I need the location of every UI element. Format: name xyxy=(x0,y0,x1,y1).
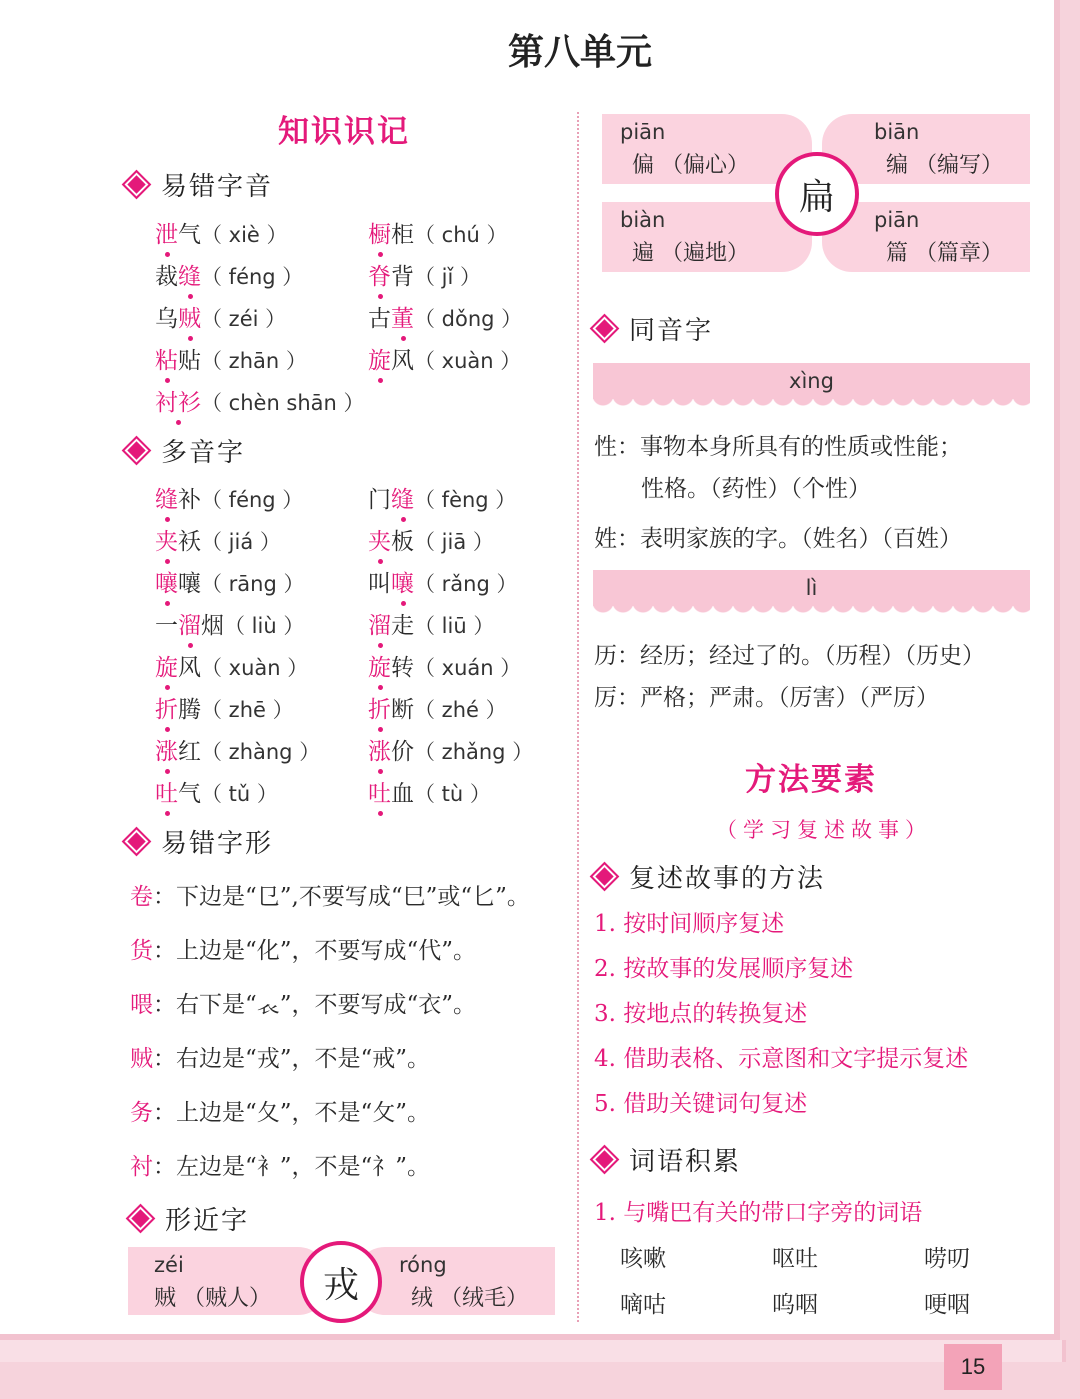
highlight-char: 涨 xyxy=(155,739,178,765)
diamond-icon xyxy=(592,1147,616,1171)
subheading-xingjinzi xyxy=(132,1200,249,1237)
highlight-char: 嚷 xyxy=(391,571,414,597)
highlight-char: 泄 xyxy=(155,222,178,248)
highlight-char: 溜 xyxy=(178,613,201,639)
pinyin: （ dǒng ） xyxy=(414,307,523,331)
pinyin: （ jiā ） xyxy=(414,530,494,554)
zixing-text: ：右下是“𧘇”，不要写成“衣”。 xyxy=(153,992,477,1018)
word-suffix: 嚷 xyxy=(178,571,201,597)
subheading-label: 复述故事的方法 xyxy=(629,864,826,894)
pinyin: piān xyxy=(620,120,666,144)
word-pair: 偏 （偏心） xyxy=(632,153,749,178)
pinyin: （ liù ） xyxy=(224,614,305,638)
key-char: 贼 xyxy=(130,1046,153,1072)
duoyinzi-item xyxy=(155,607,304,640)
zixing-text: ：左边是“衤”，不是“礻”。 xyxy=(153,1154,431,1180)
page-number: 15 xyxy=(944,1344,1002,1390)
duoyinzi-item xyxy=(368,733,533,766)
diamond-icon xyxy=(592,316,616,340)
duoyinzi-item xyxy=(368,649,521,682)
yicuo_ziyin-item xyxy=(155,216,288,249)
pinyin: （ xuàn ） xyxy=(414,349,522,373)
page-edge-lower xyxy=(0,1362,1072,1399)
pinyin: （ jǐ ） xyxy=(414,265,482,289)
yicuo_ziyin-item xyxy=(155,258,303,291)
key-char: 喂 xyxy=(130,992,153,1018)
zixing-text: ：上边是“夂”，不是“攵”。 xyxy=(153,1100,431,1126)
method-item: 1. 按时间顺序复述 xyxy=(594,911,785,937)
subheading-yicuo-zixing xyxy=(128,823,273,860)
yicuo_ziyin-item xyxy=(155,300,286,333)
word-prefix: 裁 xyxy=(155,264,178,290)
duoyinzi-item xyxy=(155,775,278,808)
method-item: 5. 借助关键词句复述 xyxy=(594,1091,808,1117)
word-suffix: 气 xyxy=(178,781,201,807)
tongyin-banner-li: lì xyxy=(593,570,1030,606)
pinyin: （ liū ） xyxy=(414,614,495,638)
pinyin: （ xiè ） xyxy=(201,223,288,247)
highlight-char: 折 xyxy=(155,697,178,723)
pinyin: zéi xyxy=(154,1253,184,1277)
highlight-char: 旋 xyxy=(368,348,391,374)
highlight-char: 董 xyxy=(391,306,414,332)
pinyin: （ zhé ） xyxy=(414,698,507,722)
method-note: （学习复述故事） xyxy=(716,818,932,842)
diamond-icon xyxy=(592,864,616,888)
highlight-char: 贼 xyxy=(178,306,201,332)
zixing-item xyxy=(130,932,476,965)
word-suffix: 补 xyxy=(178,487,201,513)
subheading-label: 形近字 xyxy=(165,1206,250,1236)
duoyinzi-item xyxy=(368,565,518,598)
highlight-char: 衬衫 xyxy=(155,390,201,416)
ciyu-word: 咳嗽 xyxy=(620,1246,666,1272)
yicuo_ziyin-item xyxy=(155,342,307,375)
pinyin: （ tǔ ） xyxy=(201,782,278,806)
ciyu-word: 嘀咕 xyxy=(620,1292,666,1318)
highlight-char: 旋 xyxy=(368,655,391,681)
yicuo_ziyin-item xyxy=(155,384,365,417)
word-suffix: 风 xyxy=(178,655,201,681)
zixing-item xyxy=(130,1094,430,1127)
pinyin: （ rǎng ） xyxy=(414,572,518,596)
ciyu-word: 呕吐 xyxy=(772,1246,818,1272)
definition-line: 姓：表明家族的字。（姓名）（百姓） xyxy=(594,526,962,552)
ciyu-word: 唠叨 xyxy=(924,1246,970,1272)
pinyin: （ xuán ） xyxy=(414,656,522,680)
pinyin: piān xyxy=(874,208,920,232)
highlight-char: 缝 xyxy=(391,487,414,513)
word-pair: 绒 （绒毛） xyxy=(411,1286,528,1311)
knowledge-title: 知识识记 xyxy=(278,114,410,150)
duoyinzi-item xyxy=(155,649,308,682)
highlight-char: 脊 xyxy=(368,264,391,290)
subheading-label: 词语积累 xyxy=(629,1147,742,1177)
yicuo_ziyin-item xyxy=(368,300,522,333)
highlight-char: 缝 xyxy=(155,487,178,513)
word-suffix: 转 xyxy=(391,655,414,681)
pinyin: （ féng ） xyxy=(201,488,304,512)
word-suffix: 柜 xyxy=(391,222,414,248)
yicuo_ziyin-item xyxy=(368,216,508,249)
duoyinzi-item xyxy=(368,481,516,514)
zixing-text: ：右边是“戎”，不是“戒”。 xyxy=(153,1046,431,1072)
duoyinzi-item xyxy=(155,565,305,598)
definition-line: 性：事物本身所具有的性质或性能； xyxy=(594,434,962,460)
highlight-char: 粘 xyxy=(155,348,178,374)
word-suffix: 袄 xyxy=(178,529,201,555)
subheading-label: 多音字 xyxy=(161,438,246,468)
pinyin: （ zhàng ） xyxy=(201,740,321,764)
method-item: 4. 借助表格、示意图和文字提示复述 xyxy=(594,1046,969,1072)
key-char: 货 xyxy=(130,938,153,964)
key-char: 衬 xyxy=(130,1154,153,1180)
word-prefix: 古 xyxy=(368,306,391,332)
duoyinzi-item xyxy=(155,691,294,724)
word-pair: 篇 （篇章） xyxy=(886,241,1003,266)
word-prefix: 乌 xyxy=(155,306,178,332)
highlight-char: 夹 xyxy=(368,529,391,555)
pinyin: （ féng ） xyxy=(201,265,304,289)
ciyu-word: 哽咽 xyxy=(924,1292,970,1318)
definition-line: 性格。（药性）（个性） xyxy=(641,476,871,502)
word-suffix: 背 xyxy=(391,264,414,290)
word-suffix: 价 xyxy=(391,739,414,765)
subheading-ciyu xyxy=(596,1141,741,1178)
column-divider xyxy=(577,112,579,1322)
word-suffix: 血 xyxy=(391,781,414,807)
method-item: 2. 按故事的发展顺序复述 xyxy=(594,956,854,982)
word-pair: 遍 （遍地） xyxy=(632,241,749,266)
highlight-char: 吐 xyxy=(155,781,178,807)
duoyinzi-item xyxy=(368,523,494,556)
word-suffix: 走 xyxy=(391,613,414,639)
pinyin: （ chèn shān ） xyxy=(201,391,365,415)
xingjinzi-center-char: 戎 xyxy=(300,1241,382,1323)
word-suffix: 断 xyxy=(391,697,414,723)
word-suffix: 风 xyxy=(391,348,414,374)
zixing-item xyxy=(130,986,476,1019)
pinyin: biān xyxy=(874,120,920,144)
pinyin: （ zéi ） xyxy=(201,307,287,331)
word-suffix: 红 xyxy=(178,739,201,765)
highlight-char: 缝 xyxy=(178,264,201,290)
xingjinzi-left-band xyxy=(128,1247,328,1315)
word-prefix: 一 xyxy=(155,613,178,639)
highlight-char: 涨 xyxy=(368,739,391,765)
page-edge xyxy=(0,1340,1066,1362)
word-prefix: 叫 xyxy=(368,571,391,597)
duoyinzi-item xyxy=(368,775,491,808)
subheading-fushu xyxy=(596,858,825,895)
subheading-tongyinzi xyxy=(596,310,713,347)
subheading-label: 易错字音 xyxy=(161,172,274,202)
ciyu-heading: 1. 与嘴巴有关的带口字旁的词语 xyxy=(594,1200,923,1226)
highlight-char: 折 xyxy=(368,697,391,723)
word-pair: 编 （编写） xyxy=(886,153,1003,178)
definition-line: 历：经历；经过了的。（历程）（历史） xyxy=(594,643,985,669)
word-suffix: 气 xyxy=(178,222,201,248)
highlight-char: 橱 xyxy=(368,222,391,248)
duoyinzi-item xyxy=(368,691,507,724)
highlight-char: 吐 xyxy=(368,781,391,807)
yicuo_ziyin-item xyxy=(368,342,521,375)
subheading-label: 同音字 xyxy=(629,316,714,346)
highlight-char: 夹 xyxy=(155,529,178,555)
duoyinzi-item xyxy=(368,607,494,640)
xingjinzi-right-band xyxy=(355,1247,555,1315)
word-suffix: 烟 xyxy=(201,613,224,639)
highlight-char: 溜 xyxy=(368,613,391,639)
subheading-label: 易错字形 xyxy=(161,829,274,859)
zixing-text: ：上边是“化”，不要写成“代”。 xyxy=(153,938,477,964)
pinyin: （ jiá ） xyxy=(201,530,281,554)
diamond-icon xyxy=(128,1206,152,1230)
pinyin: （ rāng ） xyxy=(201,572,305,596)
bian-center-char: 扁 xyxy=(775,152,859,236)
pinyin: （ zhē ） xyxy=(201,698,294,722)
duoyinzi-item xyxy=(155,523,281,556)
highlight-char: 嚷 xyxy=(155,571,178,597)
word-suffix: 贴 xyxy=(178,348,201,374)
zixing-item xyxy=(130,1148,430,1181)
word-prefix: 门 xyxy=(368,487,391,513)
pinyin: （ zhǎng ） xyxy=(414,740,534,764)
zixing-text: ：下边是“㔾”,不要写成“巳”或“匕”。 xyxy=(153,884,530,910)
pinyin: （ xuàn ） xyxy=(201,656,309,680)
unit-title: 第八单元 xyxy=(507,31,652,73)
zixing-item xyxy=(130,878,530,911)
pinyin: （ chú ） xyxy=(414,223,508,247)
duoyinzi-item xyxy=(155,733,320,766)
ciyu-word: 呜咽 xyxy=(772,1292,818,1318)
word-pair: 贼 （贼人） xyxy=(154,1286,271,1311)
word-suffix: 板 xyxy=(391,529,414,555)
pinyin: （ tù ） xyxy=(414,782,491,806)
word-suffix: 腾 xyxy=(178,697,201,723)
zixing-item xyxy=(130,1040,430,1073)
pinyin: biàn xyxy=(620,208,666,232)
pinyin: róng xyxy=(399,1253,447,1277)
method-title: 方法要素 xyxy=(745,762,877,798)
subheading-yicuo-ziyin xyxy=(128,166,273,203)
definition-line: 厉：严格；严肃。（厉害）（严厉） xyxy=(594,685,939,711)
diamond-icon xyxy=(124,438,148,462)
duoyinzi-item xyxy=(155,481,303,514)
diamond-icon xyxy=(124,172,148,196)
subheading-duoyinzi xyxy=(128,432,245,469)
pinyin: （ fèng ） xyxy=(414,488,517,512)
pinyin: （ zhān ） xyxy=(201,349,307,373)
key-char: 务 xyxy=(130,1100,153,1126)
highlight-char: 旋 xyxy=(155,655,178,681)
key-char: 卷 xyxy=(130,884,153,910)
diamond-icon xyxy=(124,829,148,853)
tongyin-banner-xing: xìng xyxy=(593,363,1030,399)
method-item: 3. 按地点的转换复述 xyxy=(594,1001,808,1027)
yicuo_ziyin-item xyxy=(368,258,481,291)
